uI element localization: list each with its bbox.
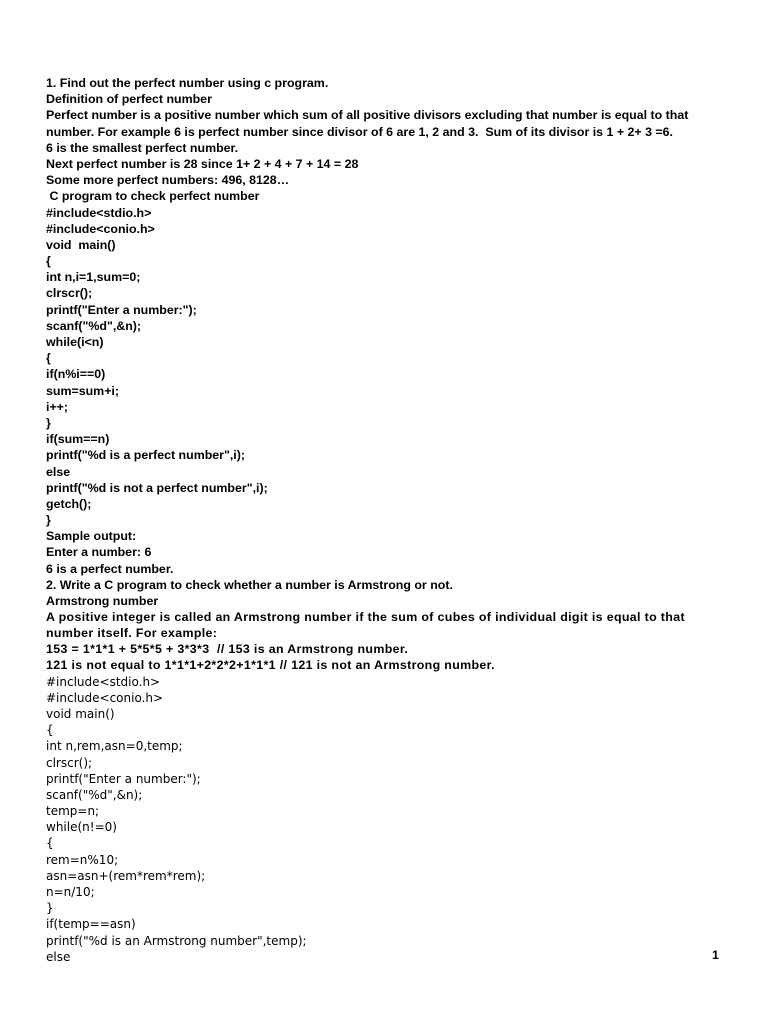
armstrong-code-line-7: printf("Enter a number:"); [46,771,201,786]
armstrong-code-line-13: asn=asn+(rem*rem*rem); [46,868,206,883]
perfect-number-line-12: { [46,254,51,269]
perfect-number-line-16: scanf("%d",&n); [46,318,142,333]
armstrong-code-line-15: } [46,901,54,916]
armstrong-text-line-2: number itself. For example: [46,626,218,641]
perfect-number-line-3: Perfect number is a positive number which sum of all positive divisors excluding that number is equal to that [46,108,689,123]
perfect-number-line-24: printf("%d is a perfect number",i); [46,448,246,463]
armstrong-code-line-12: rem=n%10; [46,852,119,867]
perfect-number-line-8: C program to check perfect number [46,189,260,204]
armstrong-code-line-6: clrscr(); [46,755,93,770]
perfect-number-line-5: 6 is the smallest perfect number. [46,140,239,155]
perfect-number-line-27: getch(); [46,496,92,511]
armstrong-code-line-18: else [46,949,71,964]
armstrong-text-line-3: 153 = 1*1*1 + 5*5*5 + 3*3*3 // 153 is an Armstrong number. [46,642,409,657]
perfect-number-line-21: i++; [46,399,69,414]
armstrong-code-line-9: temp=n; [46,804,100,819]
armstrong-code-line-11: { [46,836,54,851]
perfect-number-line-18: { [46,351,51,366]
perfect-number-line-33: Armstrong number [46,594,159,608]
perfect-number-line-19: if(n%i==0) [46,367,106,382]
perfect-number-line-30: Enter a number: 6 [46,545,152,560]
perfect-number-line-7: Some more perfect numbers: 496, 8128… [46,173,290,188]
perfect-number-line-15: printf("Enter a number:"); [46,302,197,317]
perfect-number-section [46,75,726,609]
armstrong-code-line-10: while(n!=0) [46,820,117,835]
armstrong-code-line-2: #include<conio.h> [46,690,164,705]
armstrong-code-line-17: printf("%d is an Armstrong number",temp); [46,933,307,948]
perfect-number-line-2: Definition of perfect number [46,92,212,107]
armstrong-description [46,609,726,673]
perfect-number-line-29: Sample output: [46,529,137,544]
armstrong-code-listing [46,674,726,965]
armstrong-text-line-4: 121 is not equal to 1*1*1+2*2*2+1*1*1 // 121 is not an Armstrong number. [46,658,495,673]
armstrong-code-line-1: #include<stdio.h> [46,674,161,689]
armstrong-code-line-4: { [46,723,54,738]
armstrong-code-line-5: int n,rem,asn=0,temp; [46,739,183,754]
armstrong-text-line-1: A positive integer is called an Armstrong number if the sum of cubes of individual digit is equal to that [46,610,685,625]
perfect-number-line-17: while(i<n) [46,335,104,349]
perfect-number-line-10: #include<conio.h> [46,221,155,236]
perfect-number-line-14: clrscr(); [46,286,93,301]
perfect-number-line-9: #include<stdio.h> [46,205,152,220]
perfect-number-line-13: int n,i=1,sum=0; [46,270,141,285]
perfect-number-line-31: 6 is a perfect number. [46,561,174,576]
perfect-number-line-26: printf("%d is not a perfect number",i); [46,480,268,495]
perfect-number-line-4: number. For example 6 is perfect number since divisor of 6 are 1, 2 and 3. Sum of its divisor is 1 + 2+ 3 =6. [46,124,673,139]
armstrong-code-line-8: scanf("%d",&n); [46,787,143,802]
perfect-number-line-20: sum=sum+i; [46,383,119,398]
document-page [46,75,726,965]
page-number: 1 [712,948,719,962]
armstrong-code-line-14: n=n/10; [46,885,95,899]
perfect-number-line-25: else [46,464,71,479]
perfect-number-line-23: if(sum==n) [46,432,110,447]
perfect-number-line-28: } [46,513,51,528]
perfect-number-line-1: 1. Find out the perfect number using c program. [46,76,329,90]
perfect-number-line-32: 2. Write a C program to check whether a number is Armstrong or not. [46,577,453,592]
armstrong-code-line-16: if(temp==asn) [46,917,136,932]
perfect-number-line-11: void main() [46,237,116,252]
perfect-number-line-6: Next perfect number is 28 since 1+ 2 + 4 + 7 + 14 = 28 [46,156,359,171]
perfect-number-line-22: } [46,415,51,430]
armstrong-code-line-3: void main() [46,706,115,721]
